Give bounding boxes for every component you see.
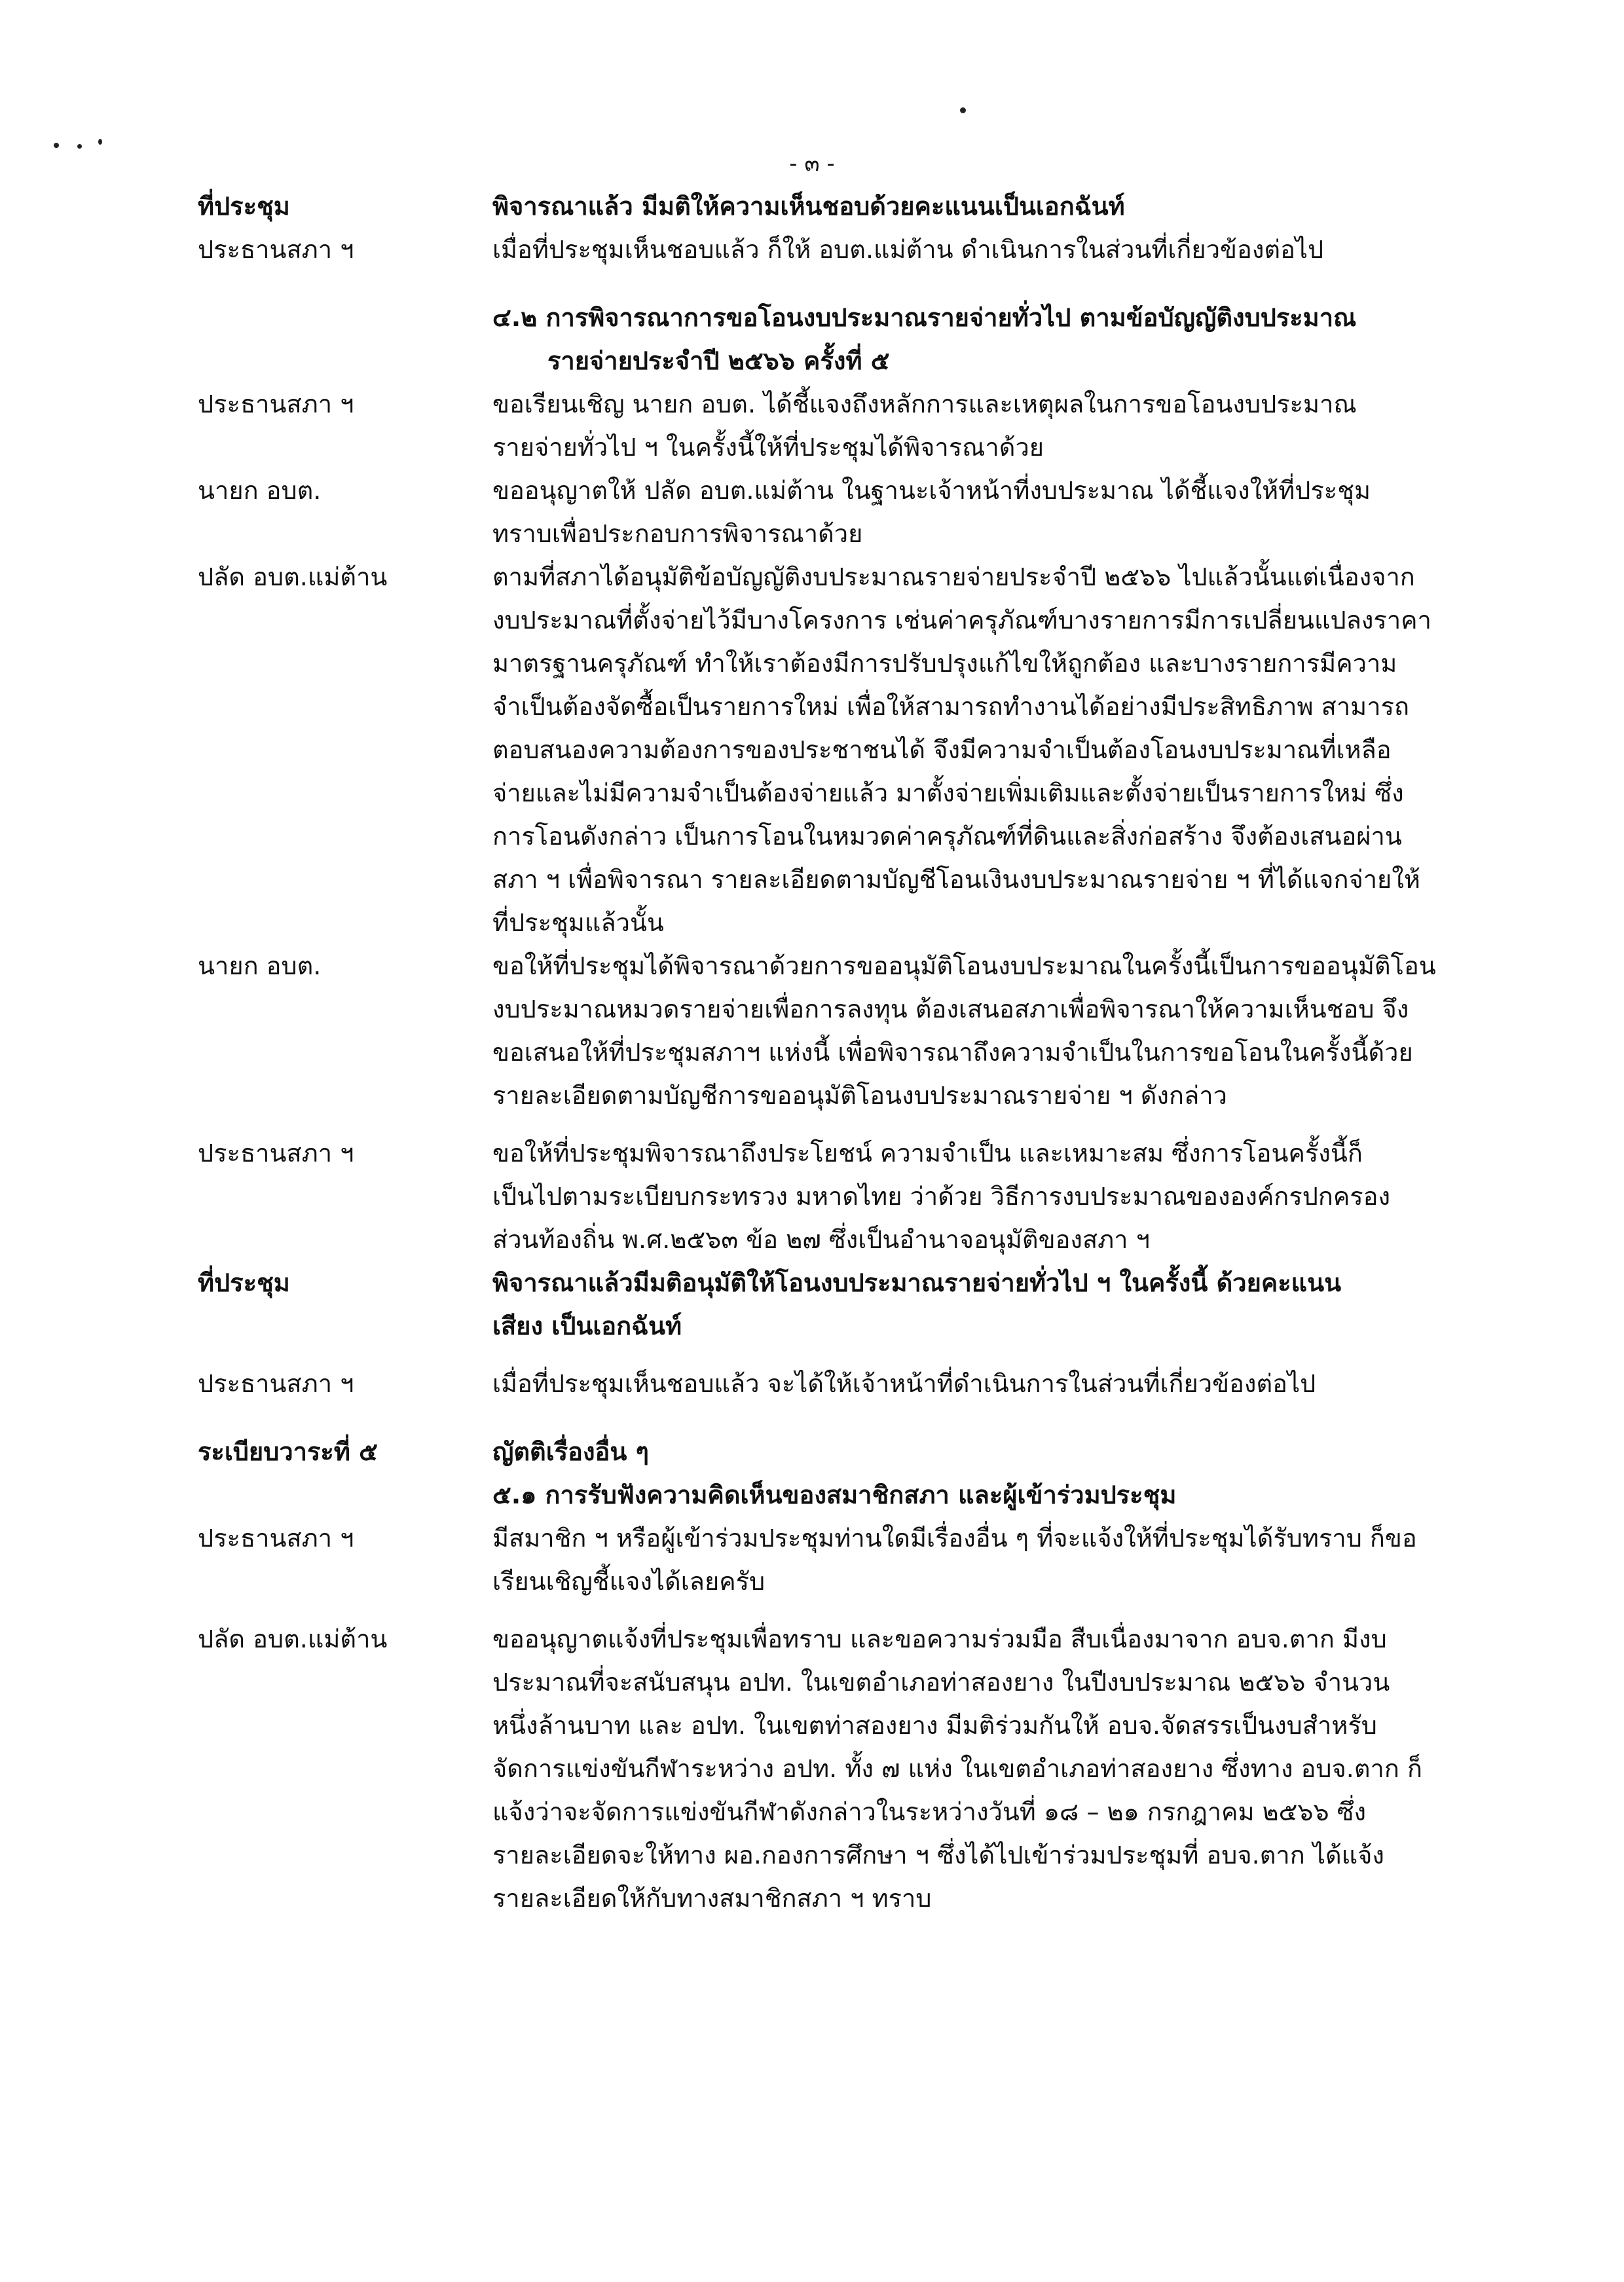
text-line: ทราบเพื่อประกอบการพิจารณาด้วย	[492, 519, 863, 548]
speaker-label: ประธานสภา ฯ	[198, 1524, 354, 1553]
minutes-entry	[0, 1362, 1624, 1405]
text-line: ขอเรียนเชิญ นายก อบต. ได้ชี้แจงถึงหลักการและเหตุผลในการขอโอนงบประมาณ	[492, 390, 1357, 418]
entry-text	[492, 1261, 1488, 1348]
speaker-label: ที่ประชุม	[198, 192, 290, 221]
text-line: รายละเอียดตามบัญชีการขออนุมัติโอนงบประมาณรายจ่าย ฯ ดังกล่าว	[492, 1081, 1227, 1110]
text-line: งบประมาณที่ตั้งจ่ายไว้มีบางโครงการ เช่นค่าครุภัณฑ์บางรายการมีการเปลี่ยนแปลงราคา	[492, 606, 1431, 635]
entry-text	[492, 1132, 1488, 1261]
minutes-entry	[0, 555, 1624, 944]
minutes-entry	[0, 382, 1624, 469]
text-line: ขออนุญาตให้ ปลัด อบต.แม่ต้าน ในฐานะเจ้าหน้าที่งบประมาณ ได้ชี้แจงให้ที่ประชุม	[492, 476, 1371, 505]
page-number: - ๓ -	[789, 151, 835, 177]
minutes-entry	[0, 185, 1624, 228]
speaker-label: ปลัด อบต.แม่ต้าน	[198, 1625, 388, 1653]
speaker-label: ประธานสภา ฯ	[198, 1369, 354, 1398]
minutes-entry	[0, 1617, 1624, 1920]
text-line: ที่ประชุมแล้วนั้น	[492, 908, 664, 937]
text-line: รายละเอียดให้กับทางสมาชิกสภา ฯ ทราบ	[492, 1884, 932, 1913]
text-line: รายจ่ายทั่วไป ฯ ในครั้งนี้ให้ที่ประชุมได้พิจารณาด้วย	[492, 433, 1044, 462]
speaker-label: ระเบียบวาระที่ ๕	[198, 1437, 378, 1466]
minutes-entry	[0, 1132, 1624, 1261]
speaker-label: ปลัด อบต.แม่ต้าน	[198, 562, 388, 591]
entry-text	[492, 185, 1488, 228]
speaker-label: นายก อบต.	[198, 476, 322, 505]
text-line: ขออนุญาตแจ้งที่ประชุมเพื่อทราบ และขอความร่วมมือ สืบเนื่องมาจาก อบจ.ตาก มีงบ	[492, 1625, 1387, 1653]
text-line: จัดการแข่งขันกีฬาระหว่าง อปท. ทั้ง ๗ แห่ง ในเขตอำเภอท่าสองยาง ซึ่งทาง อบจ.ตาก ก็	[492, 1754, 1422, 1783]
text-line: การโอนดังกล่าว เป็นการโอนในหมวดค่าครุภัณฑ์ที่ดินและสิ่งก่อสร้าง จึงต้องเสนอผ่าน	[492, 822, 1402, 851]
minutes-body	[0, 185, 1624, 1920]
text-line: เรียนเชิญชี้แจงได้เลยครับ	[492, 1567, 766, 1596]
text-line: ขอให้ที่ประชุมพิจารณาถึงประโยชน์ ความจำเป็น และเหมาะสม ซึ่งการโอนครั้งนี้ก็	[492, 1139, 1363, 1168]
entry-text	[492, 382, 1488, 469]
minutes-entry	[0, 1517, 1624, 1603]
speaker-label: ที่ประชุม	[198, 1268, 290, 1297]
text-line: ส่วนท้องถิ่น พ.ศ.๒๕๖๓ ข้อ ๒๗ ซึ่งเป็นอำนาจอนุมัติของสภา ฯ	[492, 1225, 1150, 1254]
scan-speck	[98, 139, 102, 145]
agenda-heading	[492, 296, 1488, 382]
speaker-label: ประธานสภา ฯ	[198, 235, 354, 264]
scan-speck	[960, 107, 966, 113]
text-line: ตามที่สภาได้อนุมัติข้อบัญญัติงบประมาณรายจ่ายประจำปี ๒๕๖๖ ไปแล้วนั้นแต่เนื่องจาก	[492, 562, 1415, 591]
minutes-entry	[0, 1261, 1624, 1348]
text-line: พิจารณาแล้ว มีมติให้ความเห็นชอบด้วยคะแนนเป็นเอกฉันท์	[492, 192, 1125, 221]
text-line: เมื่อที่ประชุมเห็นชอบแล้ว จะได้ให้เจ้าหน้าที่ดำเนินการในส่วนที่เกี่ยวข้องต่อไป	[492, 1369, 1316, 1398]
entry-text	[492, 1430, 1488, 1517]
heading-line: ๔.๒ การพิจารณาการขอโอนงบประมาณรายจ่ายทั่วไป ตามข้อบัญญัติงบประมาณ	[492, 303, 1357, 332]
minutes-entry	[0, 944, 1624, 1117]
speaker-label: ประธานสภา ฯ	[198, 390, 354, 418]
text-line: เสียง เป็นเอกฉันท์	[492, 1312, 682, 1340]
speaker-label: นายก อบต.	[198, 951, 322, 980]
text-line: มีสมาชิก ฯ หรือผู้เข้าร่วมประชุมท่านใดมีเรื่องอื่น ๆ ที่จะแจ้งให้ที่ประชุมได้รับทราบ ก็ขอ	[492, 1524, 1417, 1553]
text-line: ญัตติเรื่องอื่น ๆ	[492, 1437, 649, 1466]
minutes-entry	[0, 228, 1624, 271]
entry-text	[492, 469, 1488, 555]
text-line: งบประมาณหมวดรายจ่ายเพื่อการลงทุน ต้องเสนอสภาเพื่อพิจารณาให้ความเห็นชอบ จึง	[492, 995, 1409, 1023]
text-line: พิจารณาแล้วมีมติอนุมัติให้โอนงบประมาณรายจ่ายทั่วไป ฯ ในครั้งนี้ ด้วยคะแนน	[492, 1268, 1342, 1297]
text-line: เป็นไปตามระเบียบกระทรวง มหาดไทย ว่าด้วย วิธีการงบประมาณขององค์กรปกครอง	[492, 1182, 1391, 1211]
text-line: ขอให้ที่ประชุมได้พิจารณาด้วยการขออนุมัติโอนงบประมาณในครั้งนี้เป็นการขออนุมัติโอน	[492, 951, 1436, 980]
text-line: หนึ่งล้านบาท และ อปท. ในเขตท่าสองยาง มีมติร่วมกันให้ อบจ.จัดสรรเป็นงบสำหรับ	[492, 1711, 1377, 1740]
text-line: ตอบสนองความต้องการของประชาชนได้ จึงมีความจำเป็นต้องโอนงบประมาณที่เหลือ	[492, 735, 1392, 764]
entry-text	[492, 944, 1488, 1117]
entry-text	[492, 1517, 1488, 1603]
entry-text	[492, 1362, 1488, 1405]
text-line: มาตรฐานครุภัณฑ์ ทำให้เราต้องมีการปรับปรุงแก้ไขให้ถูกต้อง และบางรายการมีความ	[492, 649, 1397, 678]
text-line: จำเป็นต้องจัดซื้อเป็นรายการใหม่ เพื่อให้สามารถทำงานได้อย่างมีประสิทธิภาพ สามารถ	[492, 692, 1409, 721]
text-line: รายละเอียดจะให้ทาง ผอ.กองการศึกษา ฯ ซึ่งได้ไปเข้าร่วมประชุมที่ อบจ.ตาก ได้แจ้ง	[492, 1841, 1384, 1869]
entry-text	[492, 228, 1488, 271]
minutes-entry	[0, 469, 1624, 555]
text-line: ๕.๑ การรับฟังความคิดเห็นของสมาชิกสภา และผู้เข้าร่วมประชุม	[492, 1481, 1177, 1509]
text-line: เมื่อที่ประชุมเห็นชอบแล้ว ก็ให้ อบต.แม่ต้าน ดำเนินการในส่วนที่เกี่ยวข้องต่อไป	[492, 235, 1324, 264]
text-line: แจ้งว่าจะจัดการแข่งขันกีฬาดังกล่าวในระหว่างวันที่ ๑๘ – ๒๑ กรกฎาคม ๒๕๖๖ ซึ่ง	[492, 1797, 1367, 1826]
entry-text	[492, 1617, 1488, 1920]
text-line: จ่ายและไม่มีความจำเป็นต้องจ่ายแล้ว มาตั้งจ่ายเพิ่มเติมและตั้งจ่ายเป็นรายการใหม่ ซึ่ง	[492, 779, 1404, 807]
text-line: ประมาณที่จะสนับสนุน อปท. ในเขตอำเภอท่าสองยาง ในปีงบประมาณ ๒๕๖๖ จำนวน	[492, 1668, 1390, 1697]
speaker-label: ประธานสภา ฯ	[198, 1139, 354, 1168]
entry-text	[492, 555, 1488, 944]
heading-line: รายจ่ายประจำปี ๒๕๖๖ ครั้งที่ ๕	[547, 346, 890, 375]
minutes-entry	[0, 1430, 1624, 1517]
text-line: ขอเสนอให้ที่ประชุมสภาฯ แห่งนี้ เพื่อพิจารณาถึงความจำเป็นในการขอโอนในครั้งนี้ด้วย	[492, 1038, 1413, 1067]
text-line: สภา ฯ เพื่อพิจารณา รายละเอียดตามบัญชีโอนเงินงบประมาณรายจ่าย ฯ ที่ได้แจกจ่ายให้	[492, 865, 1420, 894]
